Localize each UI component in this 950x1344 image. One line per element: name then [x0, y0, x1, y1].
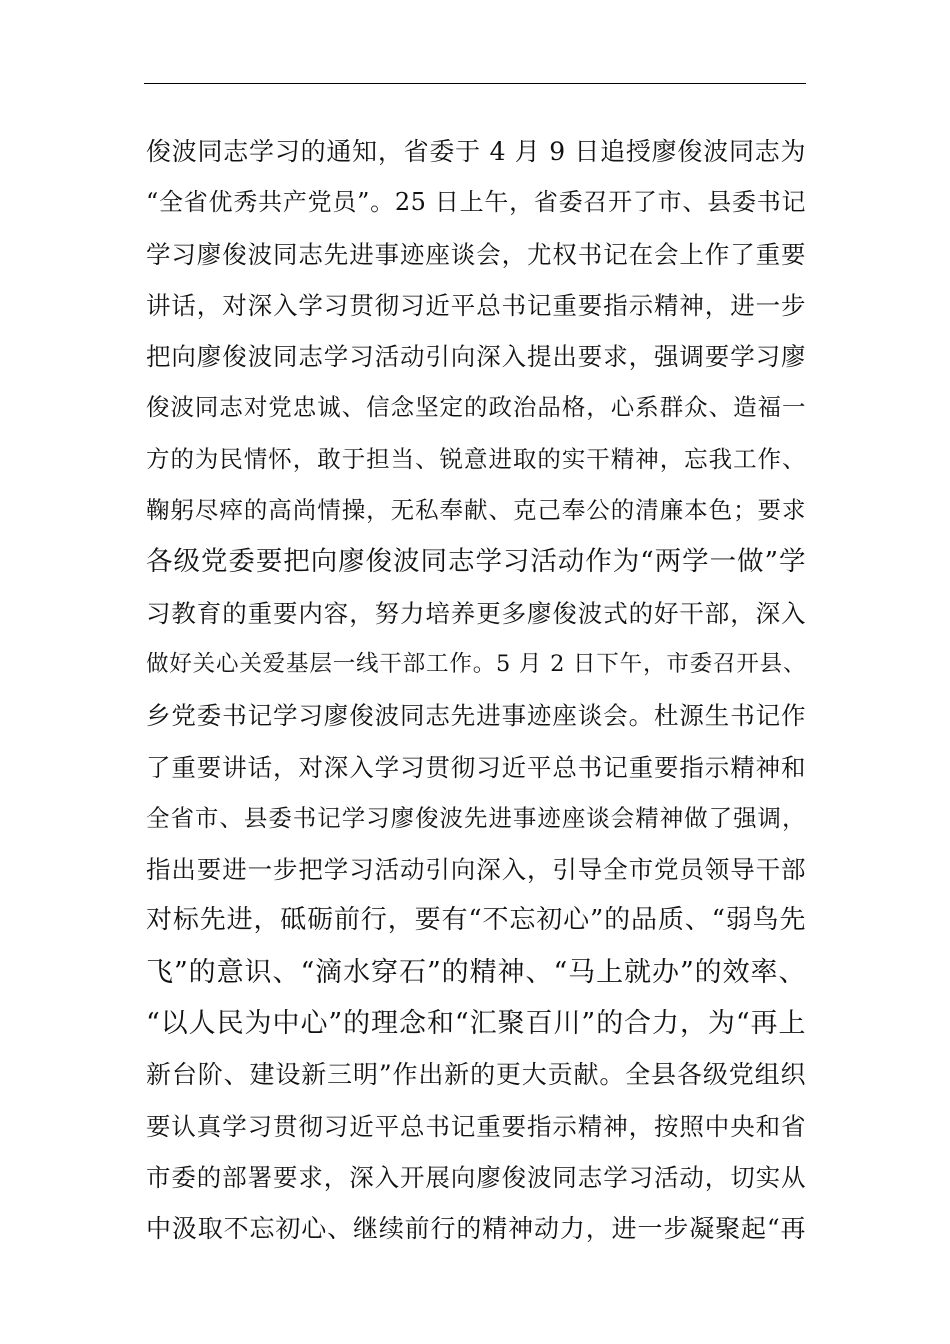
text-line: 中汲取不忘初心、继续前行的精神动力，进一步凝聚起“再 [146, 1214, 806, 1244]
text-line: 把向廖俊波同志学习活动引向深入提出要求，强调要学习廖 [146, 342, 806, 372]
text-line: 市委的部署要求，深入开展向廖俊波同志学习活动，切实从 [146, 1162, 806, 1192]
header-rule [144, 83, 806, 84]
text-line: 乡党委书记学习廖俊波同志先进事迹座谈会。杜源生书记作 [146, 701, 806, 731]
text-line: 新台阶、建设新三明”作出新的更大贡献。全县各级党组织 [146, 1060, 806, 1090]
text-line: 学习廖俊波同志先进事迹座谈会，尤权书记在会上作了重要 [146, 239, 806, 269]
text-line: 讲话，对深入学习贯彻习近平总书记重要指示精神，进一步 [146, 290, 806, 320]
text-line: 飞”的意识、“滴水穿石”的精神、“马上就办”的效率、 [146, 956, 806, 988]
body-text [146, 126, 806, 1255]
text-line: 要认真学习贯彻习近平总书记重要指示精神，按照中央和省 [146, 1111, 806, 1141]
text-line: 对标先进，砥砺前行，要有“不忘初心”的品质、“弱鸟先 [146, 905, 806, 936]
text-line: 各级党委要把向廖俊波同志学习活动作为“两学一做”学 [146, 546, 806, 578]
text-line: 鞠躬尽瘁的高尚情操，无私奉献、克己奉公的清廉本色；要求 [146, 496, 806, 525]
text-line: “全省优秀共产党员”。25 日上午，省委召开了市、县委书记 [146, 188, 806, 217]
text-line: 方的为民情怀，敢于担当、锐意进取的实干精神，忘我工作、 [146, 444, 806, 473]
text-line: 做好关心关爱基层一线干部工作。5 月 2 日下午，市委召开县、 [146, 650, 806, 677]
text-line: 俊波同志学习的通知，省委于 4 月 9 日追授廖俊波同志为 [146, 137, 806, 166]
text-line: 全省市、县委书记学习廖俊波先进事迹座谈会精神做了强调， [146, 803, 806, 832]
text-line: 俊波同志对党忠诚、信念坚定的政治品格，心系群众、造福一 [146, 393, 806, 422]
text-line: 了重要讲话，对深入学习贯彻习近平总书记重要指示精神和 [146, 752, 806, 782]
text-line: 指出要进一步把学习活动引向深入，引导全市党员领导干部 [146, 855, 806, 885]
text-line: 习教育的重要内容，努力培养更多廖俊波式的好干部，深入 [146, 598, 806, 628]
text-line: “以人民为中心”的理念和“汇聚百川”的合力，为“再上 [146, 1008, 806, 1040]
